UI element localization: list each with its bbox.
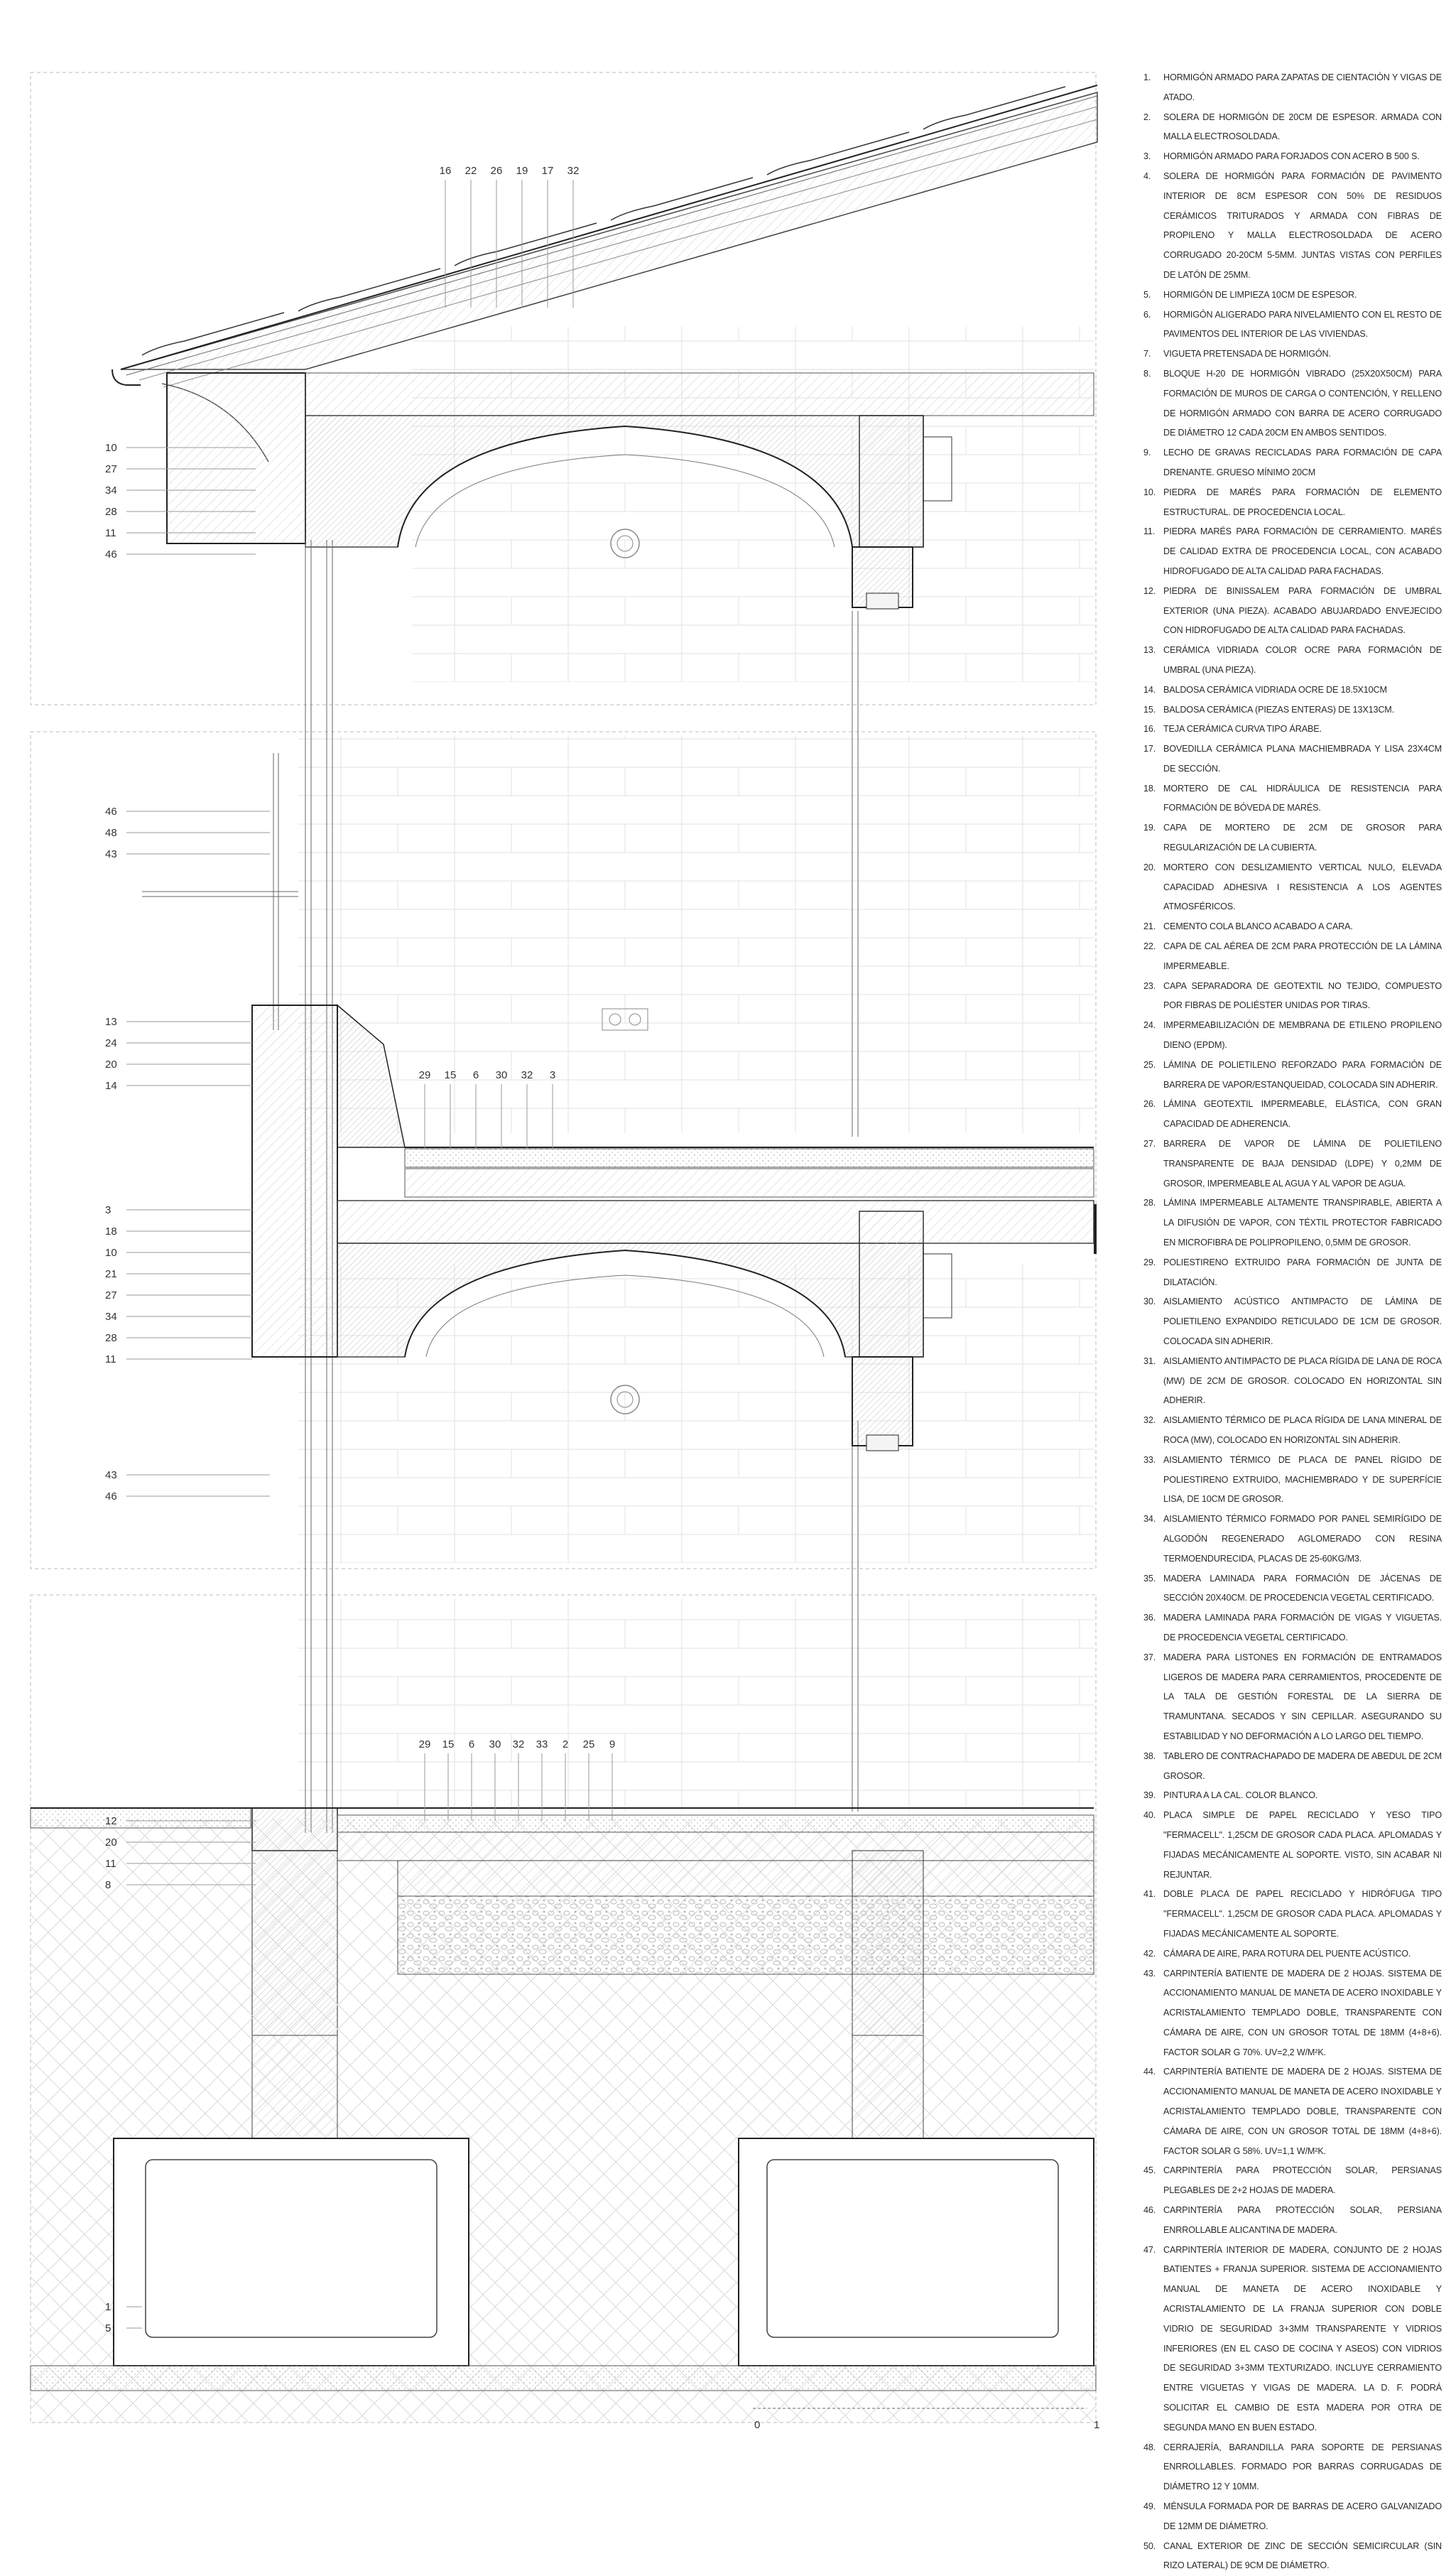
legend-item — [1143, 345, 1442, 364]
legend-item-number: 6. — [1143, 309, 1151, 320]
legend-item-number: 33. — [1143, 1454, 1156, 1465]
legend-item-text: DOBLE PLACA DE PAPEL RECICLADO Y HIDRÓFUGA TIPO "FERMACELL". 1,25CM DE GROSOR CADA PLACA. APLOMADAS Y FIJADAS MECÁNICAMENTE AL SOPORTE. — [1163, 1889, 1442, 1939]
callout-number: 3 — [549, 1069, 556, 1081]
callout-number: 13 — [105, 1016, 117, 1028]
callout-number: 11 — [105, 1353, 116, 1365]
legend-item — [1143, 2201, 1442, 2241]
legend-item — [1143, 305, 1442, 345]
legend-item — [1143, 641, 1442, 681]
legend-item — [1143, 700, 1442, 720]
legend-item-number: 25. — [1143, 1059, 1156, 1070]
legend-item — [1143, 147, 1442, 167]
legend-item-text: MADERA LAMINADA PARA FORMACIÓN DE VIGAS Y VIGUETAS. DE PROCEDENCIA VEGETAL CERTIFICADO. — [1163, 1613, 1442, 1643]
legend-item-text: PLACA SIMPLE DE PAPEL RECICLADO Y YESO TIPO "FERMACELL". 1,25CM DE GROSOR CADA PLACA. APLOMADAS Y FIJADAS MECÁNICAMENTE AL SOPORTE. VISTO, SIN ACABAR NI REJUNTAR. — [1163, 1810, 1442, 1880]
callout-number: 34 — [105, 1311, 117, 1323]
legend-item-text: BARRERA DE VAPOR DE LÁMINA DE POLIETILENO TRANSPARENTE DE BAJA DENSIDAD (LDPE) Y 0,2MM DE GROSOR, IMPERMEABLE AL AGUA Y AL VAPOR DE AGUA. — [1163, 1139, 1442, 1189]
legend-item-number: 1. — [1143, 72, 1151, 82]
callout-number: 8 — [105, 1879, 112, 1891]
legend-item-number: 27. — [1143, 1139, 1156, 1149]
legend-item — [1143, 108, 1442, 148]
callout-number: 10 — [105, 1247, 117, 1259]
legend-item-text: HORMIGÓN ALIGERADO PARA NIVELAMIENTO CON EL RESTO DE PAVIMENTOS DEL INTERIOR DE LAS VIVIENDAS. — [1163, 309, 1442, 340]
legend-item-text: LÁMINA GEOTEXTIL IMPERMEABLE, ELÁSTICA, CON GRAN CAPACIDAD DE ADHERENCIA. — [1163, 1099, 1442, 1130]
callout-number: 1 — [105, 2301, 112, 2313]
materials-legend — [1143, 68, 1442, 2576]
callout-number: 9 — [609, 1738, 616, 1750]
legend-item — [1143, 1451, 1442, 1510]
legend-item — [1143, 2241, 1442, 2438]
masonry-background-grid — [298, 327, 1094, 1812]
legend-item-text: MORTERO CON DESLIZAMIENTO VERTICAL NULO, ELEVADA CAPACIDAD ADHESIVA I RESISTENCIA A LOS AGENTES ATMOSFÉRICOS. — [1163, 862, 1442, 912]
legend-item-text: LECHO DE GRAVAS RECICLADAS PARA FORMACIÓN DE CAPA DRENANTE. GRUESO MÍNIMO 20CM — [1163, 448, 1442, 477]
callout-number: 10 — [105, 442, 117, 454]
callout-number: 2 — [562, 1738, 569, 1750]
legend-item — [1143, 364, 1442, 443]
callout-number: 15 — [442, 1738, 455, 1750]
legend-item — [1143, 1608, 1442, 1648]
legend-item-text: CARPINTERÍA BATIENTE DE MADERA DE 2 HOJAS. SISTEMA DE ACCIONAMIENTO MANUAL DE MANETA DE ACERO INOXIDABLE Y ACRISTALAMIENTO TEMPLADO DOBLE, TRANSPARENTE CON CÁMARA DE AIRE, CON UN GROSOR TOTAL DE 18MM (4+8+6). FACTOR SOLAR G 58%. UV=1,1 W/M²K. — [1163, 2067, 1442, 2156]
legend-item-text: AISLAMIENTO TÉRMICO DE PLACA RÍGIDA DE LANA MINERAL DE ROCA (MW), COLOCADO EN HORIZONTAL SIN ADHERIR. — [1163, 1415, 1442, 1445]
legend-item — [1143, 937, 1442, 977]
legend-item-number: 9. — [1143, 448, 1151, 458]
callout-number: 17 — [541, 165, 554, 177]
legend-item-number: 14. — [1143, 684, 1156, 695]
legend-item — [1143, 1352, 1442, 1411]
legend-item — [1143, 1056, 1442, 1095]
scale-one-label: 1 — [1094, 2419, 1100, 2431]
legend-item-text: AISLAMIENTO TÉRMICO DE PLACA DE PANEL RÍGIDO DE POLIESTIRENO EXTRUIDO, MACHIEMBRADO Y DE SUPERFÍCIE LISA, DE 10CM DE GROSOR. — [1163, 1454, 1442, 1505]
legend-item-text: PIEDRA MARÉS PARA FORMACIÓN DE CERRAMIENTO. MARÉS DE CALIDAD EXTRA DE PROCEDENCIA LOCAL, CON ACABADO HIDROFUGADO DE ALTA CALIDAD PARA FACHADAS. — [1163, 526, 1442, 576]
callout-number: 32 — [567, 165, 580, 177]
legend-item — [1143, 1806, 1442, 1885]
legend-item-number: 7. — [1143, 349, 1151, 359]
legend-item — [1143, 977, 1442, 1017]
roof-tiles — [142, 87, 1065, 355]
legend-item — [1143, 1135, 1442, 1194]
callout-number: 34 — [105, 485, 117, 497]
legend-item-text: CAPA SEPARADORA DE GEOTEXTIL NO TEJIDO, COMPUESTO POR FIBRAS DE POLIÉSTER UNIDAS POR TIRAS. — [1163, 980, 1442, 1011]
callout-number: 30 — [495, 1069, 508, 1081]
legend-item-text: PINTURA A LA CAL. COLOR BLANCO. — [1163, 1790, 1318, 1801]
legend-item — [1143, 1964, 1442, 2063]
callout-number: 22 — [464, 165, 477, 177]
legend-item — [1143, 167, 1442, 286]
legend-item-number: 43. — [1143, 1968, 1156, 1979]
legend-item — [1143, 1095, 1442, 1135]
legend-item-number: 21. — [1143, 921, 1156, 932]
legend-item — [1143, 286, 1442, 305]
legend-item — [1143, 917, 1442, 937]
legend-item-number: 40. — [1143, 1810, 1156, 1821]
legend-item-number: 17. — [1143, 744, 1156, 754]
legend-item-number: 26. — [1143, 1099, 1156, 1110]
legend-item-text: CARPINTERÍA BATIENTE DE MADERA DE 2 HOJAS. SISTEMA DE ACCIONAMIENTO MANUAL DE MANETA DE ACERO INOXIDABLE Y ACRISTALAMIENTO TEMPLADO DOBLE, TRANSPARENTE CON CÁMARA DE AIRE, CON UN GROSOR TOTAL DE 18MM (4+8+6). FACTOR SOLAR G 70%. UV=2,2 W/M²K. — [1163, 1968, 1442, 2057]
callout-number: 11 — [105, 527, 116, 539]
legend-item — [1143, 740, 1442, 779]
legend-item — [1143, 483, 1442, 523]
legend-item — [1143, 1411, 1442, 1451]
legend-item-text: HORMIGÓN DE LIMPIEZA 10CM DE ESPESOR. — [1163, 289, 1357, 300]
legend-item-text: LÁMINA DE POLIETILENO REFORZADO PARA FORMACIÓN DE BARRERA DE VAPOR/ESTANQUEIDAD, COLOCADA SIN ADHERIR. — [1163, 1059, 1442, 1090]
callout-number: 6 — [472, 1069, 479, 1081]
legend-item — [1143, 1885, 1442, 1944]
legend-item-text: MORTERO DE CAL HIDRÁULICA DE RESISTENCIA PARA FORMACIÓN DE BÓVEDA DE MARÉS. — [1163, 783, 1442, 813]
scale-zero-label: 0 — [754, 2419, 761, 2431]
legend-item-number: 19. — [1143, 823, 1156, 833]
callout-number: 46 — [105, 806, 117, 818]
legend-item — [1143, 1648, 1442, 1747]
legend-item-text: SOLERA DE HORMIGÓN PARA FORMACIÓN DE PAVIMENTO INTERIOR DE 8CM ESPESOR CON 50% DE RESIDUOS CERÁMICOS TRITURADOS Y ARMADA CON FIBRAS DE PROPILENO Y MALLA ELECTROSOLDADA DE ACERO CORRUGADO 20-20CM 5-5MM. JUNTAS VISTAS CON PERFILES DE LATÓN DE 25MM. — [1163, 171, 1442, 280]
legend-item-number: 39. — [1143, 1790, 1156, 1801]
callout-number: 14 — [105, 1080, 117, 1092]
callout-number: 26 — [490, 165, 503, 177]
legend-item-text: AISLAMIENTO TÉRMICO FORMADO POR PANEL SEMIRÍGIDO DE ALGODÓN REGENERADO AGLOMERADO CON RESINA TERMOENDURECIDA, PLACAS DE 25-60KG/M3. — [1163, 1514, 1442, 1564]
legend-item-number: 41. — [1143, 1889, 1156, 1900]
callout-number: 16 — [439, 165, 452, 177]
legend-item-text: CÁMARA DE AIRE, PARA ROTURA DEL PUENTE ACÚSTICO. — [1163, 1948, 1411, 1959]
callout-number: 12 — [105, 1815, 117, 1827]
legend-item-text: BALDOSA CERÁMICA (PIEZAS ENTERAS) DE 13X13CM. — [1163, 704, 1394, 715]
legend-item-number: 38. — [1143, 1750, 1156, 1761]
legend-item-number: 30. — [1143, 1297, 1156, 1307]
callout-number: 43 — [105, 1469, 117, 1481]
legend-item — [1143, 2062, 1442, 2161]
legend-item-number: 22. — [1143, 941, 1156, 952]
legend-item — [1143, 2438, 1442, 2497]
callout-number: 21 — [105, 1268, 117, 1280]
legend-item-text: CERÁMICA VIDRIADA COLOR OCRE PARA FORMACIÓN DE UMBRAL (UNA PIEZA). — [1163, 645, 1442, 675]
legend-item-text: MÉNSULA FORMADA POR DE BARRAS DE ACERO GALVANIZADO DE 12MM DE DIÁMETRO. — [1163, 2501, 1442, 2531]
legend-item-number: 35. — [1143, 1573, 1156, 1584]
legend-item-text: CANAL EXTERIOR DE ZINC DE SECCIÓN SEMICIRCULAR (SIN RIZO LATERAL) DE 9CM DE DIÁMETRO. — [1163, 2540, 1442, 2571]
callout-number: 43 — [105, 848, 117, 860]
legend-item-number: 15. — [1143, 704, 1156, 715]
legend-item-number: 37. — [1143, 1652, 1156, 1662]
callout-number: 25 — [582, 1738, 595, 1750]
callout-number: 27 — [105, 1289, 117, 1301]
legend-item-text: CAPA DE MORTERO DE 2CM DE GROSOR PARA REGULARIZACIÓN DE LA CUBIERTA. — [1163, 823, 1442, 853]
legend-item-number: 24. — [1143, 1020, 1156, 1031]
legend-item — [1143, 1569, 1442, 1609]
legend-item-text: BLOQUE H-20 DE HORMIGÓN VIBRADO (25X20X50CM) PARA FORMACIÓN DE MUROS DE CARGA O CONTENCIÓN, Y RELLENO DE HORMIGÓN ARMADO CON BARRA DE ACERO CORRUGADO DE DIÁMETRO 12 CADA 20CM EN AMBOS SENTIDOS. — [1163, 368, 1442, 438]
legend-item-number: 10. — [1143, 487, 1156, 497]
callout-number: 19 — [516, 165, 528, 177]
callout-number: 29 — [418, 1069, 431, 1081]
legend-item — [1143, 2161, 1442, 2201]
legend-item-text: TABLERO DE CONTRACHAPADO DE MADERA DE ABEDUL DE 2CM GROSOR. — [1163, 1750, 1442, 1781]
legend-item — [1143, 858, 1442, 917]
legend-item-number: 50. — [1143, 2540, 1156, 2551]
legend-item-text: MADERA LAMINADA PARA FORMACIÓN DE JÁCENAS DE SECCIÓN 20X40CM. DE PROCEDENCIA VEGETAL CERTIFICADO. — [1163, 1573, 1442, 1603]
legend-item — [1143, 2537, 1442, 2576]
callout-number: 15 — [444, 1069, 457, 1081]
legend-item — [1143, 1292, 1442, 1351]
legend-item-number: 34. — [1143, 1514, 1156, 1525]
legend-item-text: MADERA PARA LISTONES EN FORMACIÓN DE ENTRAMADOS LIGEROS DE MADERA PARA CERRAMIENTOS, PROCEDENTE DE LA TALA DE GESTIÓN FORESTAL DE LA SIERRA DE TRAMUNTANA. SECADOS Y SIN CEPILLAR. ASEGURANDO SU ESTABILIDAD Y NO DEFORMACIÓN A LO LARGO DEL TIEMPO. — [1163, 1652, 1442, 1741]
legend-item-text: CARPINTERÍA PARA PROTECCIÓN SOLAR, PERSIANA ENRROLLABLE ALICANTINA DE MADERA. — [1163, 2205, 1442, 2235]
callout-number: 6 — [468, 1738, 475, 1750]
legend-item-text: IMPERMEABILIZACIÓN DE MEMBRANA DE ETILENO PROPILENO DIENO (EPDM). — [1163, 1020, 1442, 1051]
callout-number: 5 — [105, 2322, 112, 2334]
legend-item-number: 3. — [1143, 151, 1151, 162]
legend-item-number: 4. — [1143, 171, 1151, 181]
legend-item — [1143, 2497, 1442, 2537]
callout-number: 11 — [105, 1858, 116, 1870]
legend-item — [1143, 582, 1442, 641]
legend-item-text: PIEDRA DE BINISSALEM PARA FORMACIÓN DE UMBRAL EXTERIOR (UNA PIEZA). ACABADO ABUJARDADO ENVEJECIDO CON HIDROFUGADO DE ALTA CALIDAD PARA FACHADAS. — [1163, 585, 1442, 636]
legend-item-number: 16. — [1143, 724, 1156, 735]
legend-item-number: 45. — [1143, 2165, 1156, 2176]
legend-item — [1143, 818, 1442, 858]
callout-number: 29 — [418, 1738, 431, 1750]
callout-number: 46 — [105, 548, 117, 561]
legend-item-text: CARPINTERÍA INTERIOR DE MADERA, CONJUNTO DE 2 HOJAS BATIENTES + FRANJA SUPERIOR. SISTEMA DE ACCIONAMIENTO MANUAL DE MANETA DE ACERO INOXIDABLE Y ACRISTALAMIENTO DE LA FRANJA SUPERIOR CON DOBLE VIDRIO DE SEGURIDAD 3+3MM TRANSPARENTE Y VIDRIOS INFERIORES (EN EL CASO DE COCINA Y ASEOS) CON VIDRIOS DE SEGURIDAD 3+3MM TEXTURIZADO. INCLUYE CERRAMIENTO ENTRE VIGUETAS Y VIGAS DE MADERA. LA D. F. PODRÁ SOLICITAR EL CAMBIO DE ESTA MADERA POR OTRA DE SEGUNDA MANO EN BUEN ESTADO. — [1163, 2244, 1442, 2432]
legend-item-text: SOLERA DE HORMIGÓN DE 20CM DE ESPESOR. ARMADA CON MALLA ELECTROSOLDADA. — [1163, 112, 1442, 142]
legend-item-number: 13. — [1143, 645, 1156, 656]
legend-item — [1143, 522, 1442, 581]
legend-item-number: 36. — [1143, 1613, 1156, 1623]
legend-item — [1143, 1786, 1442, 1806]
legend-item-number: 49. — [1143, 2501, 1156, 2512]
legend-item-number: 44. — [1143, 2067, 1156, 2077]
legend-item — [1143, 1016, 1442, 1056]
legend-item-text: CAPA DE CAL AÉREA DE 2CM PARA PROTECCIÓN DE LA LÁMINA IMPERMEABLE. — [1163, 941, 1442, 971]
legend-item-number: 48. — [1143, 2442, 1156, 2452]
legend-item-number: 2. — [1143, 112, 1151, 122]
legend-item-text: VIGUETA PRETENSADA DE HORMIGÓN. — [1163, 349, 1331, 359]
legend-item-text: LÁMINA IMPERMEABLE ALTAMENTE TRANSPIRABLE, ABIERTA A LA DIFUSIÓN DE VAPOR, CON TÉXTIL PROTECTOR FABRICADO EN MICROFIBRA DE POLIPROPILENO, 0,5MM DE GROSOR. — [1163, 1198, 1442, 1248]
legend-item-number: 12. — [1143, 585, 1156, 596]
legend-item-text: PIEDRA DE MARÉS PARA FORMACIÓN DE ELEMENTO ESTRUCTURAL. DE PROCEDENCIA LOCAL. — [1163, 487, 1442, 517]
legend-item — [1143, 720, 1442, 740]
legend-item-number: 8. — [1143, 368, 1151, 379]
legend-item-number: 46. — [1143, 2205, 1156, 2216]
legend-item-text: HORMIGÓN ARMADO PARA FORJADOS CON ACERO B 500 S. — [1163, 151, 1420, 162]
legend-item-text: TEJA CERÁMICA CURVA TIPO ÁRABE. — [1163, 724, 1322, 735]
callout-number: 46 — [105, 1490, 117, 1503]
callout-number: 32 — [512, 1738, 525, 1750]
legend-item-text: POLIESTIRENO EXTRUIDO PARA FORMACIÓN DE JUNTA DE DILATACIÓN. — [1163, 1257, 1442, 1287]
legend-item-number: 23. — [1143, 980, 1156, 991]
legend-item-number: 11. — [1143, 526, 1156, 537]
legend-item-number: 42. — [1143, 1948, 1156, 1959]
legend-item-text: CARPINTERÍA PARA PROTECCIÓN SOLAR, PERSIANAS PLEGABLES DE 2+2 HOJAS DE MADERA. — [1163, 2165, 1442, 2196]
legend-item-number: 28. — [1143, 1198, 1156, 1208]
legend-item — [1143, 1253, 1442, 1293]
legend-item-text: BOVEDILLA CERÁMICA PLANA MACHIEMBRADA Y LISA 23X4CM DE SECCIÓN. — [1163, 744, 1442, 774]
legend-item-number: 47. — [1143, 2244, 1156, 2255]
legend-item-number: 32. — [1143, 1415, 1156, 1426]
legend-item — [1143, 1510, 1442, 1569]
legend-item-number: 29. — [1143, 1257, 1156, 1267]
legend-item-text: HORMIGÓN ARMADO PARA ZAPATAS DE CIENTACIÓN Y VIGAS DE ATADO. — [1163, 72, 1442, 102]
legend-item — [1143, 681, 1442, 700]
legend-item — [1143, 443, 1442, 483]
callout-number: 33 — [536, 1738, 548, 1750]
legend-item-number: 20. — [1143, 862, 1156, 872]
legend-item — [1143, 1194, 1442, 1252]
legend-item — [1143, 68, 1442, 108]
legend-item-number: 31. — [1143, 1355, 1156, 1366]
legend-item — [1143, 779, 1442, 819]
legend-item — [1143, 1747, 1442, 1787]
legend-item — [1143, 1944, 1442, 1964]
callout-number: 24 — [105, 1037, 117, 1049]
legend-item-text: CEMENTO COLA BLANCO ACABADO A CARA. — [1163, 921, 1353, 932]
callout-number: 32 — [521, 1069, 533, 1081]
callout-number: 27 — [105, 463, 117, 475]
legend-item-text: AISLAMIENTO ANTIMPACTO DE PLACA RÍGIDA DE LANA DE ROCA (MW) DE 2CM DE GROSOR. COLOCADO EN HORIZONTAL SIN ADHERIR. — [1163, 1355, 1442, 1406]
legend-item-number: 18. — [1143, 783, 1156, 794]
callout-number: 28 — [105, 506, 117, 518]
callout-number: 30 — [489, 1738, 501, 1750]
callout-number: 20 — [105, 1059, 117, 1071]
callout-number: 48 — [105, 827, 117, 839]
callout-number: 18 — [105, 1225, 117, 1238]
legend-item-text: CERRAJERÍA, BARANDILLA PARA SOPORTE DE PERSIANAS ENRROLLABLES. FORMADO POR BARRAS CORRUGADAS DE DIÁMETRO 12 Y 10MM. — [1163, 2442, 1442, 2492]
legend-item-text: BALDOSA CERÁMICA VIDRIADA OCRE DE 18.5X10CM — [1163, 684, 1387, 695]
callout-number: 28 — [105, 1332, 117, 1344]
legend-item-text: AISLAMIENTO ACÚSTICO ANTIMPACTO DE LÁMINA DE POLIETILENO EXPANDIDO RETICULADO DE 1CM DE GROSOR. COLOCADA SIN ADHERIR. — [1163, 1297, 1442, 1346]
callout-number: 20 — [105, 1836, 117, 1849]
legend-item-number: 5. — [1143, 289, 1151, 300]
callout-number: 3 — [105, 1204, 112, 1216]
foundations — [31, 1996, 1096, 2423]
